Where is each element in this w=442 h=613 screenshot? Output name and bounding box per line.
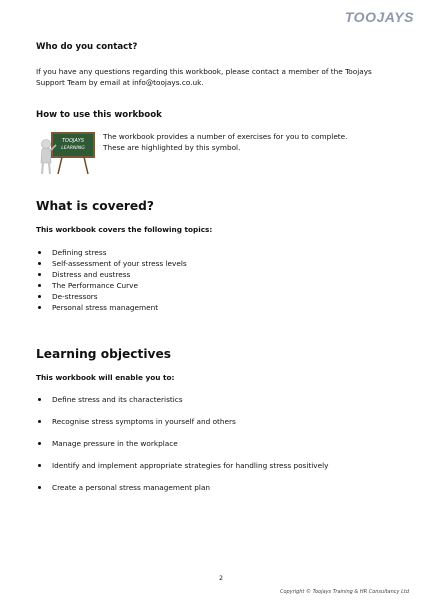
how-to-use-heading: How to use this workbook <box>36 110 162 120</box>
board-text-line-2: LEARNING <box>61 146 85 151</box>
exercise-symbol-icon <box>38 132 96 176</box>
toojays-logo: TOOJAYS <box>344 9 414 25</box>
contact-heading: Who do you contact? <box>36 42 138 52</box>
list-item: Define stress and its characteristics <box>36 394 328 416</box>
list-item: Recognise stress symptoms in yourself and others <box>36 416 328 438</box>
topics-list <box>36 247 187 314</box>
list-item: Create a personal stress management plan <box>36 482 328 504</box>
objectives-lead: This workbook will enable you to: <box>36 373 175 382</box>
list-item: Defining stress <box>36 247 187 258</box>
contact-paragraph <box>36 66 416 88</box>
page-number: 2 <box>219 575 223 582</box>
learning-objectives-heading: Learning objectives <box>36 347 171 361</box>
board-text-line-1: TOOJAYS <box>61 138 85 144</box>
how-to-use-line-2: These are highlighted by this symbol. <box>103 143 241 152</box>
copyright-notice: Copyright © Toojays Training & HR Consultancy Ltd <box>279 589 409 595</box>
list-item: De-stressors <box>36 291 187 302</box>
how-to-use-line-1: The workbook provides a number of exercises for you to complete. <box>103 132 348 141</box>
covered-lead: This workbook covers the following topics: <box>36 225 213 234</box>
list-item: Personal stress management <box>36 302 187 313</box>
list-item: The Performance Curve <box>36 280 187 291</box>
how-to-use-paragraph <box>103 131 403 153</box>
objectives-list <box>36 394 328 504</box>
list-item: Manage pressure in the workplace <box>36 438 328 460</box>
list-item: Distress and eustress <box>36 269 187 280</box>
list-item: Self-assessment of your stress levels <box>36 258 187 269</box>
list-item: Identify and implement appropriate strategies for handling stress positively <box>36 460 328 482</box>
what-is-covered-heading: What is covered? <box>36 199 154 213</box>
contact-line-1: If you have any questions regarding this workbook, please contact a member of the Toojays <box>36 67 372 76</box>
contact-line-2: Support Team by email at info@toojays.co.uk. <box>36 78 204 87</box>
